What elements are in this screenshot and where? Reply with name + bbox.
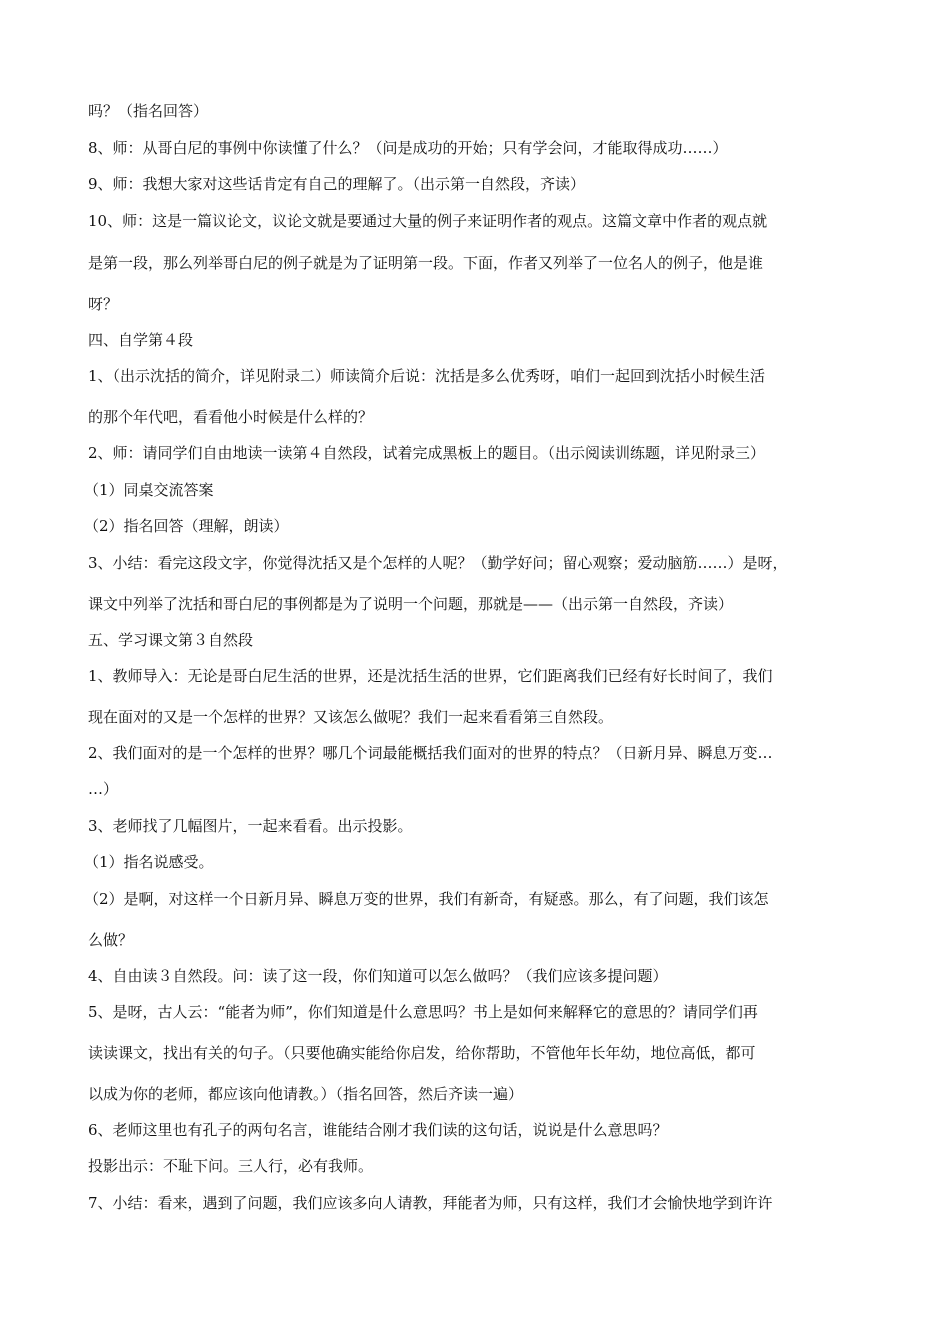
text-line: 3、小结：看完这段文字，你觉得沈括又是个怎样的人呢？（勤学好问；留心观察；爱动脑筋……）是呀， [88, 554, 788, 572]
section-heading: 四、自学第４段 [88, 331, 194, 349]
text-line: 7、小结：看来，遇到了问题，我们应该多向人请教，拜能者为师，只有这样，我们才会愉快地学到许许 [88, 1194, 773, 1212]
text-line: 是第一段，那么列举哥白尼的例子就是为了证明第一段。下面，作者又列举了一位名人的例子，他是谁 [88, 254, 764, 272]
text-line: 2、师：请同学们自由地读一读第４自然段，试着完成黑板上的题目。（出示阅读训练题，详见附录三） [88, 444, 766, 462]
text-line: （2）指名回答（理解，朗读） [84, 517, 289, 535]
text-line: 10、师：这是一篇议论文，议论文就是要通过大量的例子来证明作者的观点。这篇文章中作者的观点就 [88, 212, 768, 230]
text-line: 投影出示：不耻下问。三人行，必有我师。 [88, 1157, 374, 1175]
text-line: 1、（出示沈括的简介，详见附录二）师读简介后说：沈括是多么优秀呀，咱们一起回到沈括小时候生活 [88, 367, 766, 385]
text-line: 3、老师找了几幅图片，一起来看看。出示投影。 [88, 817, 413, 835]
text-line: 8、师：从哥白尼的事例中你读懂了什么？（问是成功的开始；只有学会问，才能取得成功……） [88, 139, 728, 157]
text-line: （1）同桌交流答案 [84, 481, 214, 499]
text-line: 吗？（指名回答） [88, 102, 209, 120]
text-line: 么做？ [88, 931, 134, 949]
text-line: 呀？ [88, 295, 119, 313]
text-line: 课文中列举了沈括和哥白尼的事例都是为了说明一个问题，那就是——（出示第一自然段，齐读） [88, 595, 734, 613]
text-line: （1）指名说感受。 [84, 853, 214, 871]
text-line: 6、老师这里也有孔子的两句名言，谁能结合刚才我们读的这句话，说说是什么意思吗？ [88, 1121, 668, 1139]
text-line: 以成为你的老师，都应该向他请教。）（指名回答，然后齐读一遍） [88, 1085, 524, 1103]
text-line: 2、我们面对的是一个怎样的世界？哪几个词最能概括我们面对的世界的特点？（日新月异、瞬息万变… [88, 744, 773, 762]
text-line: 读读课文，找出有关的句子。（只要他确实能给你启发，给你帮助，不管他年长年幼，地位高低，都可 [88, 1044, 756, 1062]
text-line: （2）是啊，对这样一个日新月异、瞬息万变的世界，我们有新奇，有疑惑。那么，有了问题，我们该怎 [84, 890, 769, 908]
text-line: 4、自由读３自然段。问：读了这一段，你们知道可以怎么做吗？（我们应该多提问题） [88, 967, 668, 985]
text-line: …） [88, 780, 119, 798]
text-line: 的那个年代吧，看看他小时候是什么样的？ [88, 408, 374, 426]
text-line: 9、师：我想大家对这些话肯定有自己的理解了。（出示第一自然段，齐读） [88, 175, 586, 193]
text-line: 现在面对的又是一个怎样的世界？又该怎么做呢？我们一起来看看第三自然段。 [88, 708, 614, 726]
section-heading: 五、学习课文第３自然段 [88, 631, 254, 649]
text-line: 5、是呀，古人云：“能者为师”，你们知道是什么意思吗？书上是如何来解释它的意思的？请同学们再 [88, 1003, 758, 1021]
text-line: 1、教师导入：无论是哥白尼生活的世界，还是沈括生活的世界，它们距离我们已经有好长时间了，我们 [88, 667, 773, 685]
